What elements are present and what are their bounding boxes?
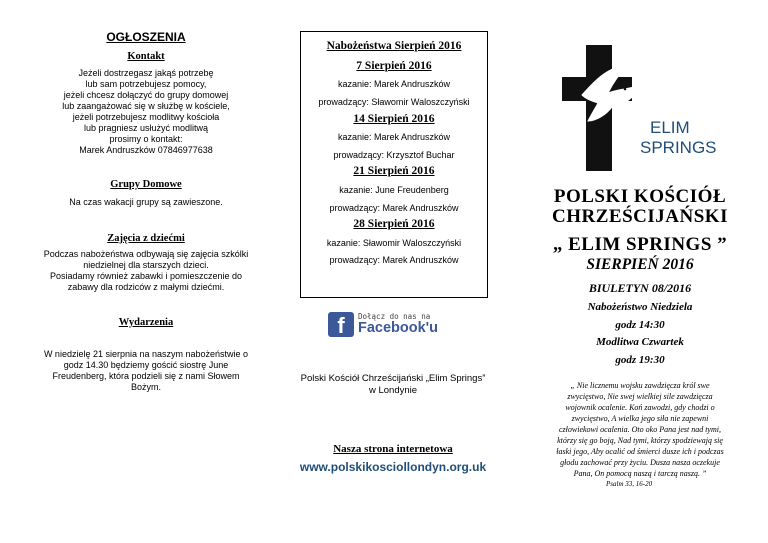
kids-text [30,249,262,293]
service-date: 21 Sierpień 2016 [353,165,435,177]
logo-word-springs: SPRINGS [640,138,717,157]
events-line: W niedzielę 21 sierpnia na naszym nabożeństwie o [43,349,249,359]
psalm-line: zwycięstwo, Nie swej wielkiej sile zawdzięcza [567,392,713,401]
announcements-heading: OGŁOSZENIA [106,30,186,44]
events-heading: Wydarzenia [118,317,174,328]
contact-line: prosimy o kontakt: [109,134,183,144]
service-date: 7 Sierpień 2016 [356,60,432,72]
groups-text: Na czas wakacji grupy są zawieszone. [69,197,223,207]
psalm-reference: Psalm 33, 16-20 [606,480,653,488]
service-host: prowadzący: Sławomir Waloszczyński [318,97,470,107]
kids-line: niedzielnej dla starszych dzieci. [83,260,209,270]
contact-text [30,68,262,156]
service-sermon: kazanie: Sławomir Waloszczyński [326,238,462,248]
psalm-line: głodu zachować przy życiu. Dusza nasza oczekuje [560,458,720,467]
kids-line: Podczas nabożeństwa odbywają się zajęcia szkólki [43,249,249,259]
services-box [300,31,488,298]
psalm-line: zwycięstwo, A wielka jego siła nie zapewni [571,414,709,423]
title-line-3: „ ELIM SPRINGS ” [552,234,728,255]
website-url-link[interactable]: www.polskikosciollondyn.org.uk [299,460,487,474]
contact-line: lub zaangażować się w służbę w kościele, [62,101,230,111]
service-host: prowadzący: Marek Andruszków [329,255,459,265]
contact-line: Marek Andruszków 07846977638 [79,145,213,155]
contact-line: lub sam potrzebujesz pomocy, [85,79,207,89]
thursday-prayer-label: Modlitwa Czwartek [596,336,684,348]
psalm-line: łaski jego, Aby ocalić od śmierci dusze ich i podczas [556,447,724,456]
psalm-line: człowiekowi ocalenia. Oto oko Pana jest nad tymi, [559,425,721,434]
facebook-small-text: Dołącz do nas na [358,312,431,321]
facebook-join-link[interactable] [328,312,456,337]
psalm-quote [520,380,760,479]
kids-line: Posiadamy również zabawki i pomieszczenie do [49,271,243,281]
service-host: prowadzący: Marek Andruszków [329,203,459,213]
events-line: Freudenberg, która podzieli się z nami Słowem [52,371,240,381]
church-name-line: w Londynie [368,385,418,396]
logo-word-elim: ELIM [650,118,690,137]
psalm-line: „ Nie licznemu wojsku zawdzięcza król swe [570,381,710,390]
service-host: prowadzący: Krzysztof Buchar [333,150,455,160]
kids-heading: Zajęcia z dziećmi [107,233,185,244]
facebook-f-icon: f [328,312,354,337]
contact-line: lub pragniesz usłużyć modlitwą [83,123,209,133]
website-heading: Nasza strona internetowa [333,443,453,455]
contact-heading: Kontakt [127,51,165,62]
contact-line: Jeżeli dostrzegasz jakąś potrzebę [78,68,214,78]
kids-line: zabawy dla rodziców z małymi dziećmi. [67,282,225,292]
service-sermon: kazanie: Marek Andruszków [337,79,451,89]
service-date: 28 Sierpień 2016 [353,218,435,230]
sunday-service-time: godz 14:30 [615,319,665,331]
church-name [280,373,506,397]
facebook-big-text: Facebook'u [358,320,438,336]
month-title: SIERPIEŃ 2016 [586,256,694,273]
church-name-line: Polski Kościół Chrześcijański „Elim Springs” [300,373,486,384]
events-text [30,349,262,393]
service-sermon: kazanie: Marek Andruszków [337,132,451,142]
service-date: 14 Sierpień 2016 [353,113,435,125]
psalm-line: wojownik ocalenie. Koń zawodzi, gdy chodzi o [565,403,715,412]
events-line: godz 14.30 będziemy gościć siostrę June [63,360,229,370]
events-line: Bożym. [130,382,161,392]
thursday-prayer-time: godz 19:30 [615,354,665,366]
groups-heading: Grupy Domowe [110,179,182,190]
contact-line: jeżeli potrzebujesz modlitwy kościoła [72,112,220,122]
sunday-service-label: Nabożeństwo Niedziela [587,301,693,313]
title-line-2: CHRZEŚCIJAŃSKI [552,206,728,227]
service-sermon: kazanie: June Freudenberg [339,185,449,195]
bulletin-number: BIULETYN 08/2016 [588,281,692,295]
title-line-1: POLSKI KOŚCIÓŁ [553,186,727,207]
psalm-line: Pana, On pomocą naszą i tarczą naszą. ” [573,469,707,478]
contact-line: jeżeli chcesz dołączyć do grupy domowej [63,90,229,100]
psalm-line: którzy się go boją, Nad tymi, którzy spodziewają się [557,436,723,445]
services-title: Nabożeństwa Sierpień 2016 [326,40,462,52]
